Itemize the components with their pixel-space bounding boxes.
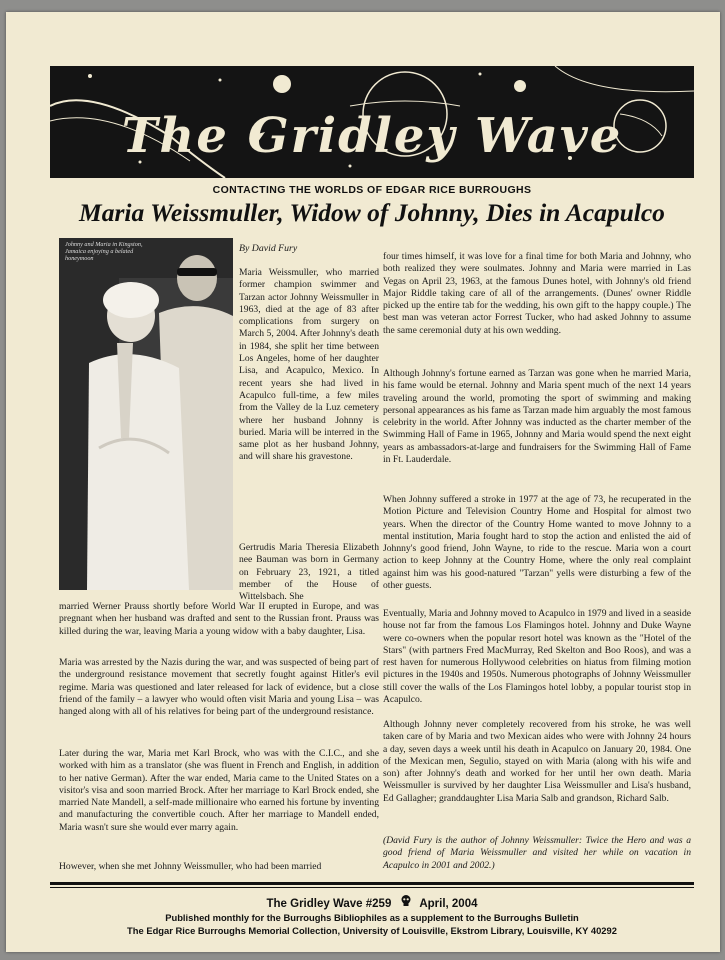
footer-rule-thin (50, 887, 694, 888)
photo-caption: Johnny and Maria in Kingston, Jamaica enjoying a belated honeymoon (65, 241, 143, 262)
article-photo (59, 238, 233, 590)
article-paragraph-2a: Gertrudis Maria Theresia Elizabeth nee Bauman was born in Germany on February 23, 1921, a titled member of the House of Wittelsbach. She (239, 542, 379, 603)
masthead-tagline: CONTACTING THE WORLDS OF EDGAR RICE BURROUGHS (212, 184, 532, 196)
masthead-artwork (50, 66, 694, 178)
article-paragraph-7: Although Johnny's fortune earned as Tarzan was gone when he married Maria, his fame would be eternal. Johnny and Maria spent much of the next 14 years traveling around the world, promoting the sport of swimming and making personal appearances as his fame as Tarzan made him arguably the most famous celebrity in the world. After Johnny was inducted as the charter member of the Swimming Hall of Fame in 1965, Johnny and Maria would spend the next eight years as ambassadors-at-large and fundraisers for the Swimming Hall of Fame in Ft. Lauderdale. (383, 368, 691, 466)
masthead-title: The Gridley Wave (121, 108, 623, 164)
footer-rule-top (50, 882, 694, 885)
article-paragraph-2b: married Werner Prauss shortly before World War II erupted in Europe, and was pregnant when her husband was drafted and sent to the Russian front. Prauss was killed during the war, leaving Maria a young widow with a baby daughter, Lisa. (59, 601, 379, 637)
masthead-banner (50, 66, 694, 178)
footer-address-line: The Edgar Rice Burroughs Memorial Collection, University of Louisville, Ekstrom Library, Louisville, KY 40292 (127, 925, 617, 936)
author-note: (David Fury is the author of Johnny Weissmuller: Twice the Hero and was a good friend of Maria Weissmuller and visited her while on vacation in Acapulco in 2001 and 2002.) (383, 835, 691, 871)
article-paragraph-9: Eventually, Maria and Johnny moved to Acapulco in 1979 and lived in a seaside house not far from the famous Los Flamingos hotel. Johnny and Duke Wayne were co-owners when the popular resort hotel was known as the "Hotel of the Stars" (with partners Fred MacMurray, Red Skelton and Boo Roos), and was a rest haven for numerous Hollywood celebrities on hiatus from filming motion pictures in the 1940s and 1950s. Numerous photographs of Johnny Weissmuller still cover the walls of the Los Flamingos hotel lobby, a popular tourist stop in Acapulco. (383, 608, 691, 706)
skull-icon (401, 895, 411, 910)
footer-issue-date: April, 2004 (419, 898, 478, 910)
couple-photo-illustration (59, 238, 233, 590)
article-paragraph-5: However, when she met Johnny Weissmuller, who had been married (59, 861, 322, 872)
footer-publication-line: Published monthly for the Burroughs Bibliophiles as a supplement to the Burroughs Bulletin (165, 912, 579, 923)
article-paragraph-6: four times himself, it was love for a final time for both Maria and Johnny, who both realized they were soulmates. Johnny and Maria were married in Las Vegas on April 23, 1963, at the famous Dunes hotel, with Johnny's old friend Major Riddle taking care of all of the arrangements. (Dunes' owner Riddle picked up the entire tab for the wedding, his own gift to the happy couple.) The best man was veteran actor Forrest Tucker, who had asked Johnny to assume the same ceremonial duty at his own wedding. (383, 251, 691, 336)
article-paragraph-10: Although Johnny never completely recovered from his stroke, he was well taken care of by Maria and two Mexican aides who were with Johnny 24 hours a day, seven days a week until his death in Acapulco on January 20, 1984. One of the Mexican men, Segulio, stayed on with Maria (along with his wife and son) after Johnny's death and worked for her until her own death. Maria Weissmuller is survived by her daughter Lisa Weissmuller and Lisa's husband, Ed Gallagher; granddaughter Lisa Maria Salb and grandson, Richard Salb. (383, 719, 691, 804)
newsletter-page (6, 12, 720, 952)
footer-issue-number: The Gridley Wave #259 (266, 898, 392, 910)
article-paragraph-8: When Johnny suffered a stroke in 1977 at the age of 73, he recuperated in the Motion Picture and Television Country Home and Hospital for almost two years. When the director of the Country Home wanted to move Johnny to a mental institution, Maria fought hard to stop the action and enlisted the aid of Johnny's good friend, John Wayne, to ride to the rescue. Maria won a court action to keep Johnny at the Country Home, where the only real complaint against him was his good-natured "Tarzan" yells were disturbing a few of the other guests. (383, 494, 691, 592)
article-paragraph-1: Maria Weissmuller, who married former champion swimmer and Tarzan actor Johnny Weissmuller in 1963, died at the age of 83 after complications from surgery on March 5, 2004. After Johnny's death in 1984, she split her time between Los Angeles, home of her daughter Lisa, and Acapulco, Mexico. In recent years she had lived in Acapulco full-time, a few miles from the Valley de la Luz cemetery where her husband Johnny is buried. Maria will be interred in the same plot as her husband Johnny, and will share his gravestone. (239, 267, 379, 463)
article-headline: Maria Weissmuller, Widow of Johnny, Dies in Acapulco (79, 198, 665, 227)
article-byline: By David Fury (239, 243, 298, 254)
article-paragraph-4: Later during the war, Maria met Karl Brock, who was with the C.I.C., and she worked with him as a translator (she was fluent in French and English, in addition to her native German). After the war ended, Maria came to the United States on a visitor's visa and soon married Brock. After her marriage to Karl Brock ended, she married Nate Mandell, a self-made millionaire who earned his fortune by inventing and manufacturing the convertible couch. After her marriage to Mandell ended, Maria wasn't sure she would ever marry again. (59, 748, 379, 833)
article-paragraph-3: Maria was arrested by the Nazis during the war, and was suspected of being part of the underground resistance movement that secretly fought against Hitler's evil regime. Maria was questioned and later released for lack of evidence, but a close friend of the family – a lawyer who would often visit Maria and young Lisa – was hanged along with all of his relatives for being part of the underground resistance. (59, 657, 379, 718)
footer-issue-line (50, 895, 694, 910)
